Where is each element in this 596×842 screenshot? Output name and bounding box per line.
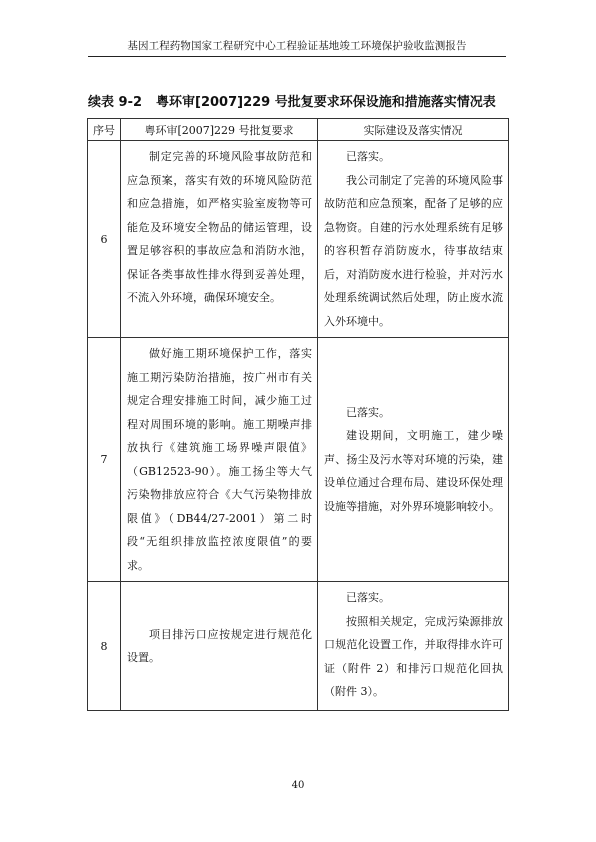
- table-row: [88, 338, 509, 582]
- table-header-row: [88, 119, 509, 141]
- implementation-cell: [318, 338, 509, 582]
- row-index: 8: [88, 582, 121, 711]
- requirement-cell: [121, 338, 318, 582]
- page-number: 40: [291, 780, 305, 791]
- running-header: [88, 39, 506, 57]
- requirement-text: 项目排污口应按规定进行规范化设置。: [127, 627, 312, 664]
- column-header-requirement: 粤环审[2007]229 号批复要求: [121, 119, 318, 141]
- requirement-cell: [121, 141, 318, 338]
- row-index: 6: [88, 141, 121, 338]
- implementation-status: 已落实。: [346, 591, 390, 604]
- requirement-text: 做好施工期环境保护工作，落实施工期污染防治措施，按广州市有关规定合理安排施工时间，减少施工过程对周围环境的影响。施工期噪声排放执行《建筑施工场界噪声限值》（GB12523-90）。施工扬尘等大气污染物排放应符合《大气污染物排放限值》（DB44/27-2001）第二时段“无组织排放监控浓度限值”的要求。: [127, 347, 312, 572]
- implementation-cell: [318, 141, 509, 338]
- table-row: [88, 141, 509, 338]
- implementation-text: 我公司制定了完善的环境风险事故防范和应急预案，配备了足够的应急物资。自建的污水处理系统有足够的容积暂存消防废水，待事故结束后，对消防废水进行检验，并对污水处理系统调试然后处理，防止废水流入外环境中。: [324, 173, 503, 328]
- implementation-text: 建设期间，文明施工，建少噪声、扬尘及污水等对环境的污染，建设单位通过合理布局、建设环保处理设施等措施，对外界环境影响较小。: [324, 429, 503, 513]
- column-header-implementation: 实际建设及落实情况: [318, 119, 509, 141]
- column-header-index: 序号: [88, 119, 121, 141]
- table-row: [88, 582, 509, 711]
- running-header-text: 基因工程药物国家工程研究中心工程验证基地竣工环境保护验收监测报告: [127, 40, 467, 52]
- implementation-text: 按照相关规定，完成污染源排放口规范化设置工作，并取得排水许可证（附件 2）和排污口规范化回执（附件 3）。: [324, 614, 503, 698]
- implementation-status: 已落实。: [346, 405, 390, 419]
- table-title-number: 续表 9-2: [88, 95, 143, 110]
- implementation-cell: [318, 582, 509, 711]
- requirement-cell: [121, 582, 318, 711]
- implementation-status: 已落实。: [346, 150, 390, 163]
- table-title: [88, 94, 508, 112]
- requirement-text: 制定完善的环境风险事故防范和应急预案，落实有效的环境风险防范和应急措施，如严格实验室废物等可能危及环境安全物品的储运管理，设置足够容积的事故应急和消防水池，保证各类事故性排水得到妥善处理，不流入外环境，确保环境安全。: [127, 150, 312, 304]
- row-index: 7: [88, 338, 121, 582]
- table-title-text: 粤环审[2007]229 号批复要求环保设施和措施落实情况表: [156, 95, 496, 110]
- requirements-table: [87, 118, 509, 711]
